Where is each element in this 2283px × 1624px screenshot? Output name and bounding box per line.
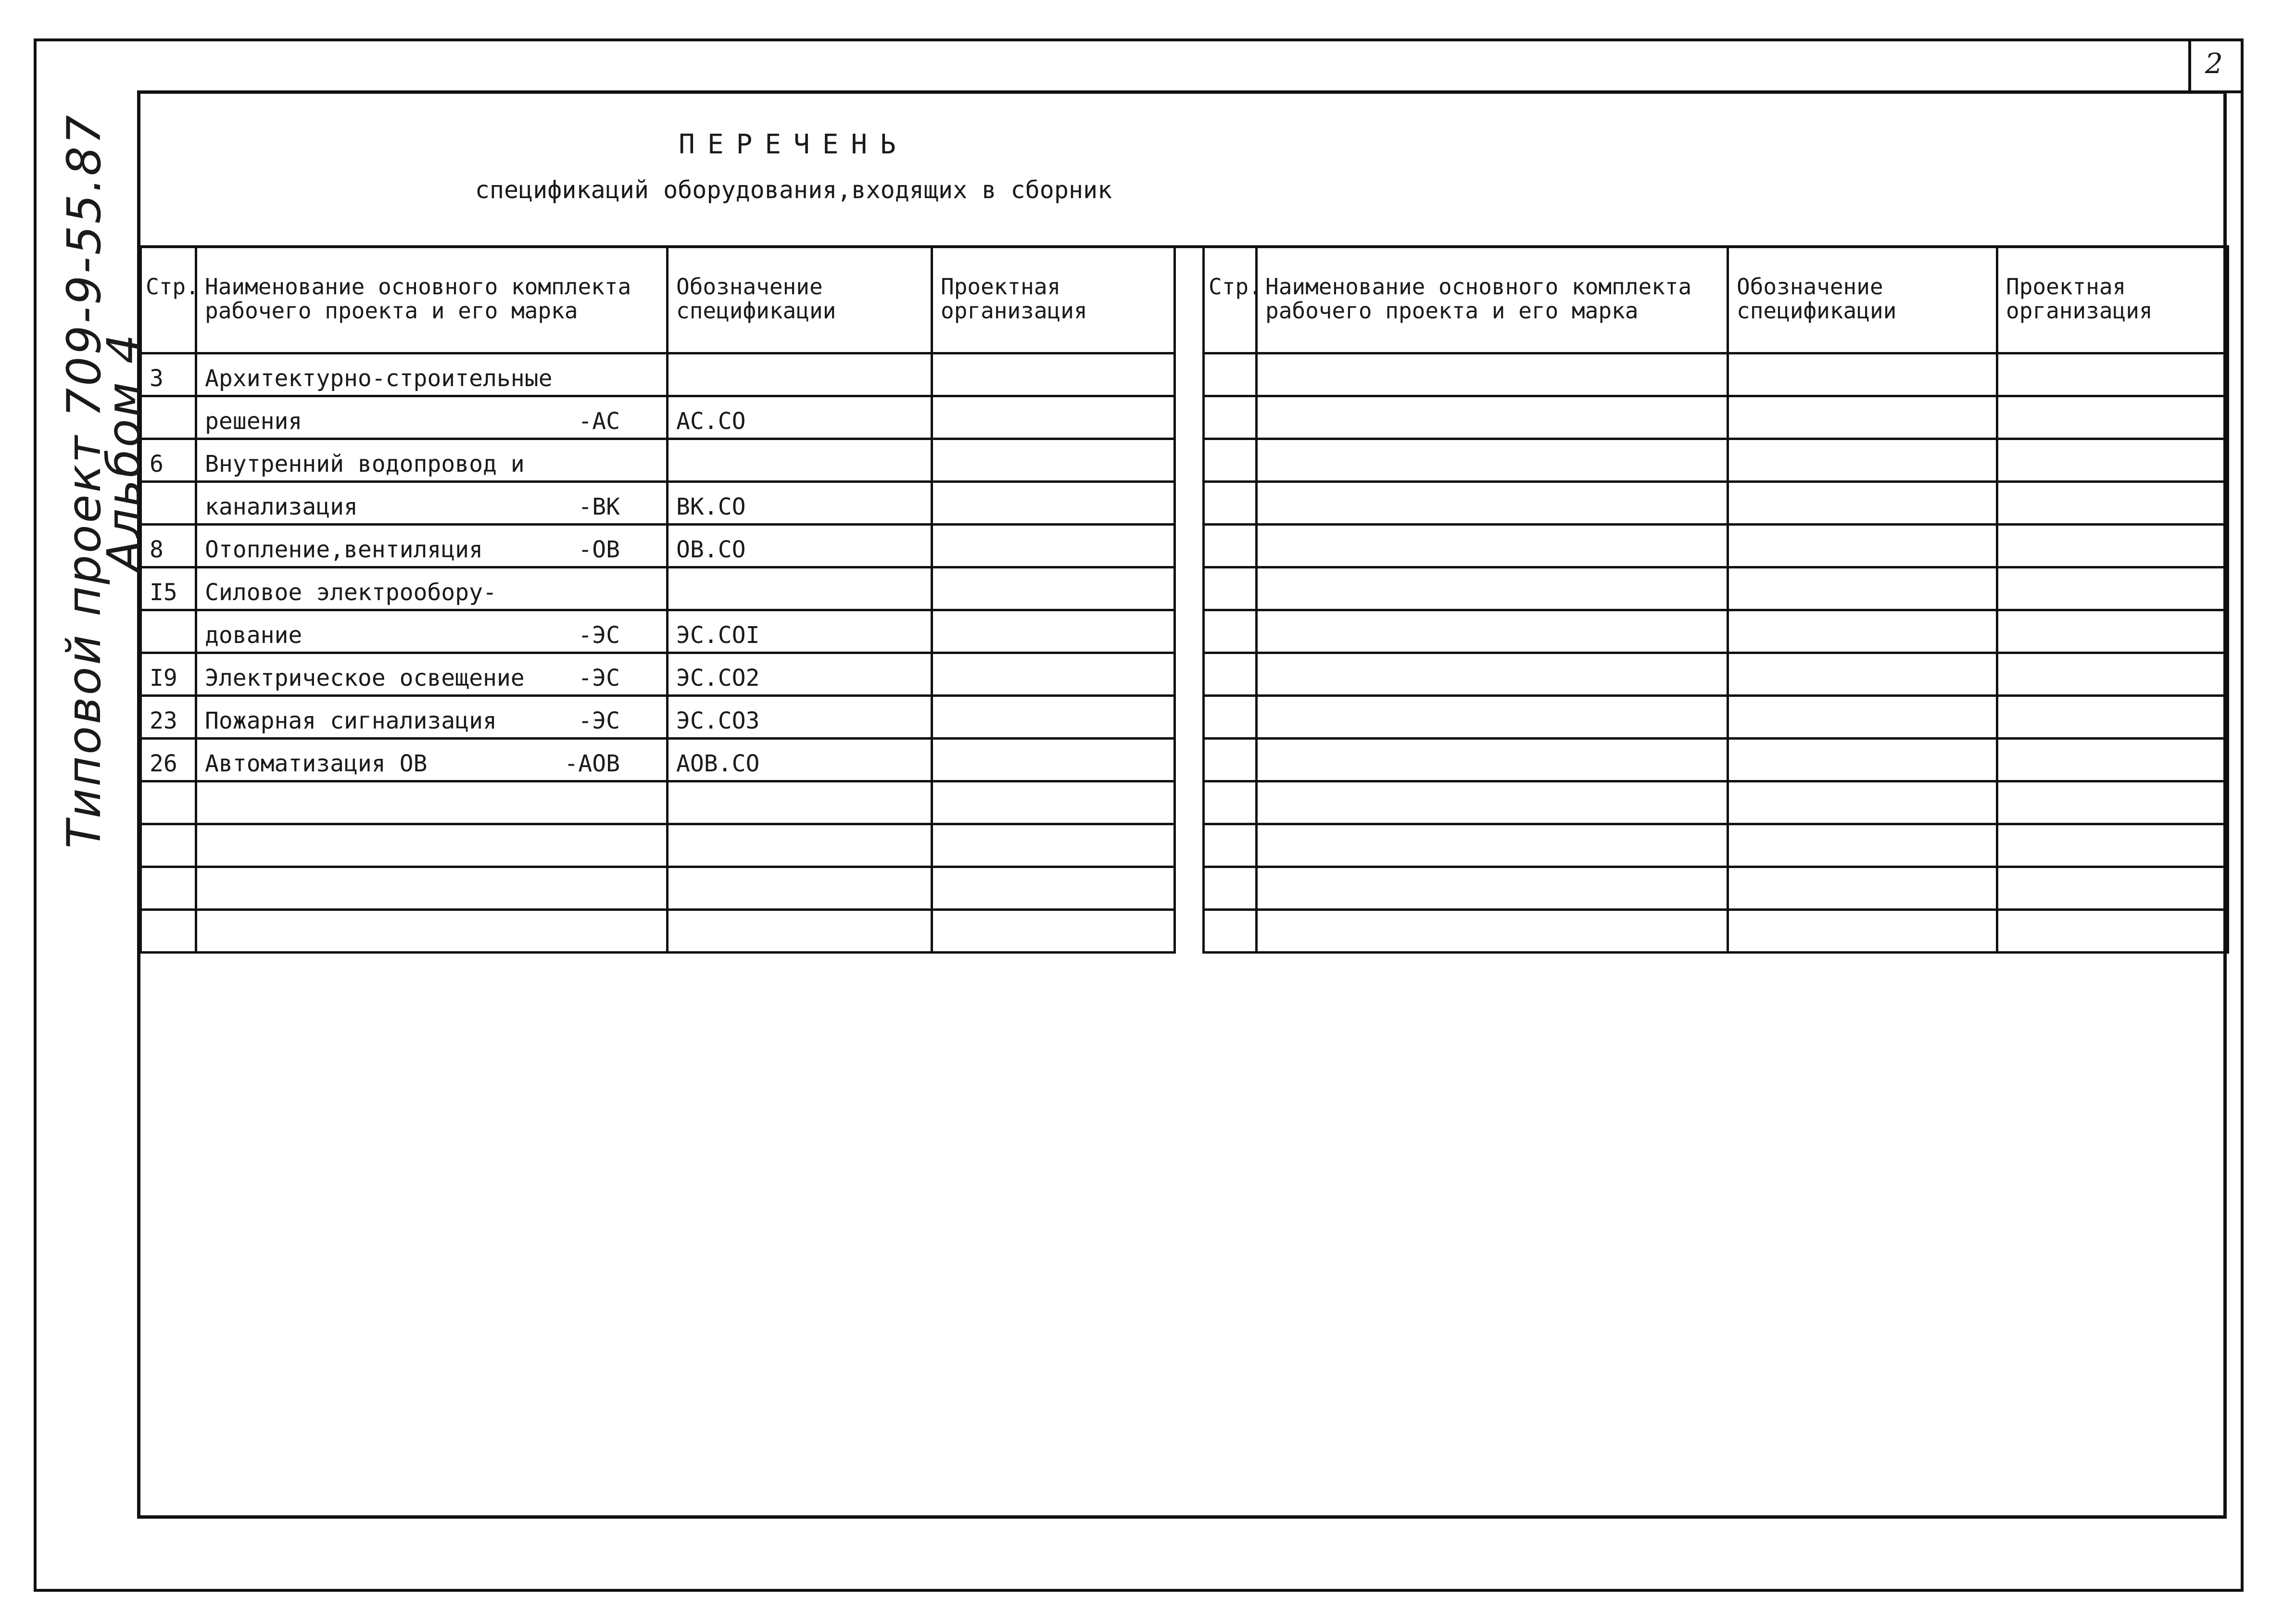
cell-code: [668, 867, 932, 910]
cell-name: [1257, 439, 1728, 482]
cell-page: 6: [141, 439, 196, 482]
cell-code: [1728, 739, 1997, 781]
cell-name: [196, 439, 668, 482]
col-header-code: Обозначение спецификации: [668, 247, 932, 353]
cell-name-text: решения: [205, 408, 303, 435]
cell-name: [1257, 396, 1728, 439]
cell-org: [932, 482, 1175, 525]
cell-org: [1997, 653, 2228, 696]
cell-page: 23: [141, 696, 196, 739]
cell-page: 8: [141, 525, 196, 567]
cell-page: [141, 867, 196, 910]
cell-name: [1257, 696, 1728, 739]
table-row: [141, 910, 1175, 953]
table-row: [1204, 696, 2228, 739]
cell-org: [932, 353, 1175, 396]
table-row: [141, 739, 1175, 781]
page-number: 2: [2205, 47, 2223, 80]
cell-name-text: Пожарная сигнализация: [205, 707, 497, 734]
col-header-name: Наименование основного комплекта рабочего проекта и его марка: [196, 247, 668, 353]
album-label: Альбом 4: [97, 332, 151, 572]
table-row: [1204, 867, 2228, 910]
cell-name: [196, 567, 668, 610]
cell-org: [932, 824, 1175, 867]
cell-org: [1997, 567, 2228, 610]
cell-name: [1257, 525, 1728, 567]
table-row: [1204, 482, 2228, 525]
cell-org: [1997, 739, 2228, 781]
table-row: [141, 396, 1175, 439]
cell-mark: -АОВ: [564, 750, 620, 777]
cell-org: [1997, 867, 2228, 910]
cell-code: [1728, 610, 1997, 653]
cell-name: [1257, 781, 1728, 824]
cell-org: [1997, 910, 2228, 953]
table-row: [141, 781, 1175, 824]
cell-page: [1204, 439, 1257, 482]
table-row: [1204, 439, 2228, 482]
cell-code: ЭС.СО3: [668, 696, 932, 739]
table-row: [141, 353, 1175, 396]
table-row: [1204, 525, 2228, 567]
cell-code: [1728, 439, 1997, 482]
table-row: [141, 824, 1175, 867]
spec-table-right: [1202, 245, 2229, 954]
cell-org: [932, 567, 1175, 610]
cell-page: [1204, 482, 1257, 525]
table-row: [1204, 396, 2228, 439]
cell-org: [932, 867, 1175, 910]
table-row: [1204, 653, 2228, 696]
cell-org: [932, 439, 1175, 482]
cell-code: ЭС.СОI: [668, 610, 932, 653]
cell-code: [1728, 867, 1997, 910]
cell-org: [1997, 353, 2228, 396]
table-row: [141, 867, 1175, 910]
cell-name: [1257, 910, 1728, 953]
project-cipher: Типовой проект 709-9-55.87: [57, 113, 111, 849]
cell-name: [1257, 653, 1728, 696]
table-row: [1204, 910, 2228, 953]
cell-mark: -ЭС: [578, 707, 620, 734]
col-header-page: Стр.: [1204, 247, 1257, 353]
cell-page: [1204, 739, 1257, 781]
table-row: [141, 439, 1175, 482]
cell-code: АОВ.СО: [668, 739, 932, 781]
table-header-row: [141, 247, 1175, 353]
cell-name: [196, 824, 668, 867]
cell-page: [141, 396, 196, 439]
cell-page: I5: [141, 567, 196, 610]
cell-code: [668, 824, 932, 867]
cell-code: [1728, 781, 1997, 824]
cell-name-text: Силовое электрообору-: [205, 579, 497, 606]
document-subtitle: спецификаций оборудования,входящих в сборник: [475, 176, 1112, 204]
cell-page: 3: [141, 353, 196, 396]
cell-org: [1997, 610, 2228, 653]
col-header-org: Проектная организация: [1997, 247, 2228, 353]
table-row: [1204, 353, 2228, 396]
cell-mark: -ОВ: [578, 536, 620, 563]
cell-code: [1728, 482, 1997, 525]
cell-org: [932, 396, 1175, 439]
cell-name-text: Отопление,вентиляция: [205, 536, 483, 563]
cell-code: [668, 910, 932, 953]
cell-org: [932, 525, 1175, 567]
cell-org: [1997, 439, 2228, 482]
cell-page: [1204, 910, 1257, 953]
cell-org: [932, 739, 1175, 781]
cell-org: [1997, 696, 2228, 739]
cell-code: ОВ.СО: [668, 525, 932, 567]
cell-name-text: дование: [205, 622, 303, 649]
cell-org: [1997, 781, 2228, 824]
cell-code: [1728, 396, 1997, 439]
cell-page: I9: [141, 653, 196, 696]
cell-code: [668, 353, 932, 396]
cell-page: [1204, 781, 1257, 824]
cell-page: [1204, 824, 1257, 867]
cell-name: [196, 482, 668, 525]
table-header-row: [1204, 247, 2228, 353]
cell-mark: [620, 365, 658, 392]
cell-name: [196, 867, 668, 910]
cell-page: [141, 824, 196, 867]
cell-name: [196, 353, 668, 396]
cell-page: [141, 781, 196, 824]
document-title: ПЕРЕЧЕНЬ: [679, 129, 908, 160]
cell-org: [1997, 482, 2228, 525]
cell-page: [1204, 867, 1257, 910]
cell-code: [668, 567, 932, 610]
cell-org: [932, 653, 1175, 696]
cell-name: [196, 396, 668, 439]
cell-code: ЭС.СО2: [668, 653, 932, 696]
cell-org: [932, 781, 1175, 824]
table-row: [1204, 610, 2228, 653]
cell-name: [196, 653, 668, 696]
cell-page: [1204, 610, 1257, 653]
cell-code: [1728, 353, 1997, 396]
table-row: [1204, 824, 2228, 867]
table-row: [141, 525, 1175, 567]
cell-mark: -ЭС: [578, 622, 620, 649]
cell-mark: [620, 451, 658, 478]
cell-name-text: Архитектурно-строительные: [205, 365, 553, 392]
cell-code: [668, 439, 932, 482]
cell-page: [1204, 567, 1257, 610]
cell-name: [1257, 824, 1728, 867]
cell-name: [196, 610, 668, 653]
cell-mark: -ВК: [578, 493, 620, 520]
col-header-org: Проектная организация: [932, 247, 1175, 353]
cell-org: [932, 696, 1175, 739]
cell-code: ВК.СО: [668, 482, 932, 525]
cell-name-text: Электрическое освещение: [205, 665, 525, 692]
cell-mark: -АС: [578, 408, 620, 435]
cell-name: [1257, 567, 1728, 610]
cell-code: [1728, 653, 1997, 696]
col-header-name: Наименование основного комплекта рабочего проекта и его марка: [1257, 247, 1728, 353]
cell-code: АС.СО: [668, 396, 932, 439]
cell-mark: -ЭС: [578, 665, 620, 692]
cell-org: [1997, 824, 2228, 867]
cell-name: [196, 910, 668, 953]
table-row: [1204, 781, 2228, 824]
cell-code: [1728, 824, 1997, 867]
cell-name: [1257, 353, 1728, 396]
table-row: [141, 567, 1175, 610]
table-row: [1204, 739, 2228, 781]
cell-name: [196, 781, 668, 824]
table-row: [141, 610, 1175, 653]
cell-code: [668, 781, 932, 824]
cell-code: [1728, 910, 1997, 953]
cell-org: [932, 610, 1175, 653]
cell-page: [141, 482, 196, 525]
cell-name-text: канализация: [205, 493, 358, 520]
cell-org: [932, 910, 1175, 953]
cell-page: [1204, 353, 1257, 396]
cell-page: [1204, 525, 1257, 567]
cell-page: [1204, 396, 1257, 439]
cell-name: [1257, 739, 1728, 781]
cell-name-text: Автоматизация ОВ: [205, 750, 428, 777]
cell-code: [1728, 696, 1997, 739]
cell-page: [1204, 653, 1257, 696]
spec-table-left: [139, 245, 1176, 954]
cell-page: [141, 910, 196, 953]
table-row: [141, 653, 1175, 696]
table-row: [1204, 567, 2228, 610]
table-row: [141, 482, 1175, 525]
col-header-code: Обозначение спецификации: [1728, 247, 1997, 353]
cell-page: 26: [141, 739, 196, 781]
col-header-page: Стр.: [141, 247, 196, 353]
cell-code: [1728, 567, 1997, 610]
cell-name: [1257, 867, 1728, 910]
cell-mark: [620, 579, 658, 606]
cell-org: [1997, 396, 2228, 439]
table-row: [141, 696, 1175, 739]
cell-name: [196, 739, 668, 781]
cell-name: [196, 525, 668, 567]
cell-page: [1204, 696, 1257, 739]
cell-name: [196, 696, 668, 739]
cell-page: [141, 610, 196, 653]
cell-code: [1728, 525, 1997, 567]
cell-org: [1997, 525, 2228, 567]
cell-name: [1257, 610, 1728, 653]
cell-name: [1257, 482, 1728, 525]
cell-name-text: Внутренний водопровод и: [205, 451, 525, 478]
